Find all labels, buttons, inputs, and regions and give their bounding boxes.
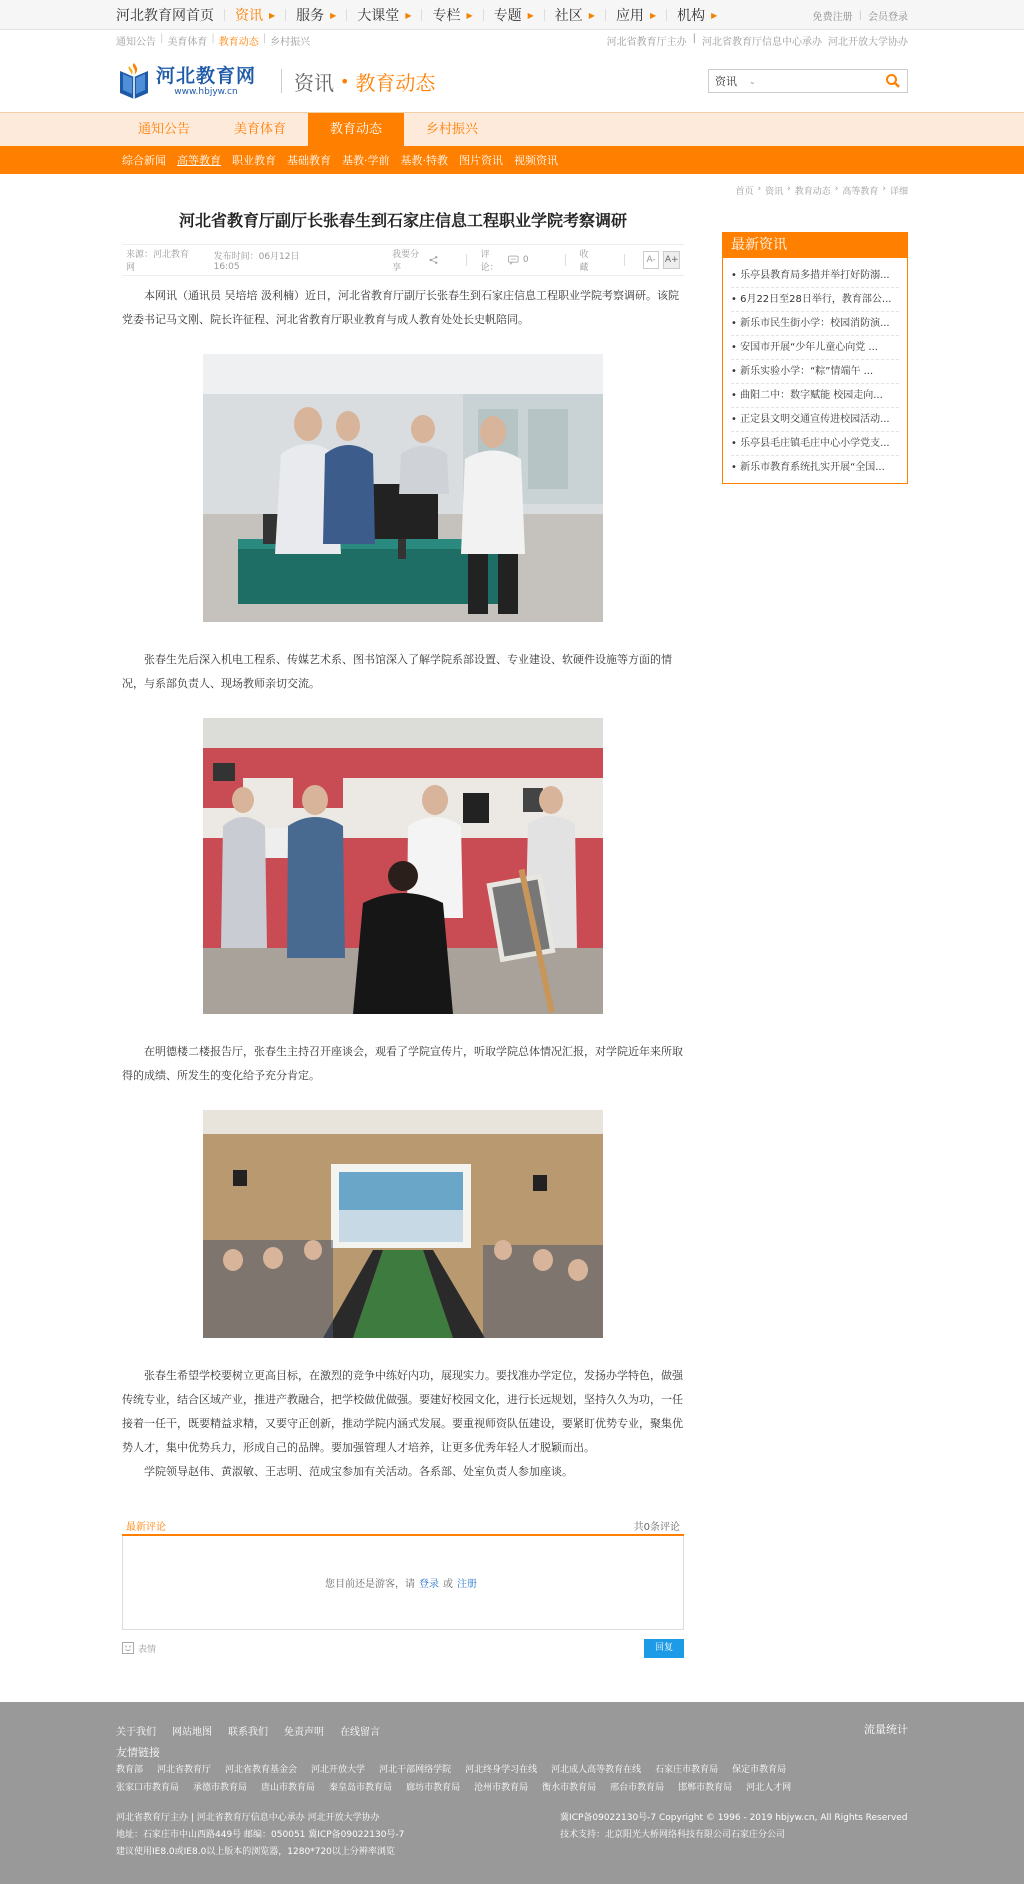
- breadcrumb-link[interactable]: 首页: [735, 187, 754, 197]
- footer-info-line: 建议使用IE8.0或IE8.0以上版本的浏览器，1280*720以上分辨率浏览: [116, 1847, 395, 1857]
- latest-news-title-text: 新乐市教育系统扎实开展“全国...: [740, 462, 885, 473]
- emoji-label: 表情: [138, 1644, 157, 1655]
- sub-nav-item[interactable]: 基础教育: [287, 154, 331, 167]
- article-paragraph: 张春生先后深入机电工程系、传媒艺术系、图书馆深入了解学院系部设置、专业建设、软硬件设施等方面的情况，与系部负责人、现场教师亲切交流。: [122, 653, 672, 690]
- footer-info-line: 冀ICP备09022130号-7 Copyright © 1996 - 2019 hbjyw.cn, All Rights Reserved: [560, 1813, 908, 1823]
- article-meta: [122, 244, 684, 276]
- sub-nav-item[interactable]: 图片资讯: [459, 154, 503, 167]
- latest-news-item[interactable]: • 正定县文明交通宣传进校园活动...: [731, 408, 899, 432]
- top-nav-item[interactable]: [116, 0, 224, 30]
- comment-label: 评论：: [480, 250, 499, 273]
- register-link[interactable]: 免费注册: [812, 11, 853, 23]
- friend-link[interactable]: 河北开放大学: [311, 1765, 366, 1775]
- search-box: [708, 69, 908, 93]
- divider: |: [858, 9, 862, 21]
- latest-news-item[interactable]: • 6月22日至28日举行，教育部公...: [731, 288, 899, 312]
- latest-news-item[interactable]: • 乐亭县毛庄镇毛庄中心小学党支...: [731, 432, 899, 456]
- comments-count: 共0条评论: [633, 1522, 680, 1533]
- channel-tab[interactable]: 通知公告: [137, 122, 190, 137]
- top-nav-item[interactable]: [606, 0, 666, 30]
- sub-nav-item[interactable]: 职业教育: [232, 154, 276, 167]
- breadcrumb-separator: ›: [882, 184, 886, 194]
- favorite-button[interactable]: 收藏: [579, 250, 589, 273]
- divider: |: [211, 32, 215, 44]
- friend-link[interactable]: 沧州市教育局: [474, 1783, 529, 1793]
- breadcrumb-link: 详细: [889, 187, 908, 197]
- sponsor-text: 河北省教育厅主办: [606, 36, 687, 48]
- friend-link[interactable]: 石家庄市教育局: [655, 1765, 719, 1775]
- latest-news-title-text: 乐亭县毛庄镇毛庄中心小学党支...: [740, 438, 890, 449]
- breadcrumb-separator: ›: [757, 184, 762, 194]
- friend-link[interactable]: 秦皇岛市教育局: [329, 1783, 393, 1793]
- footer-links: [116, 1720, 908, 1740]
- account-links: [813, 0, 908, 30]
- friend-link[interactable]: 唐山市教育局: [261, 1783, 316, 1793]
- friend-link[interactable]: 邯郸市教育局: [678, 1783, 733, 1793]
- share-label: 我要分享: [392, 250, 420, 273]
- friend-link[interactable]: 衡水市教育局: [542, 1783, 597, 1793]
- top-nav-label: 大课堂: [357, 8, 400, 24]
- article-source: 来源：河北教育网: [126, 250, 190, 273]
- friend-link[interactable]: 保定市教育局: [732, 1765, 787, 1775]
- divider: [624, 254, 625, 266]
- article-paragraph: 本网讯（通讯员 吴培培 汲利楠）近日，河北省教育厅副厅长张春生到石家庄信息工程职业学院考察调研。该院党委书记马文刚、院长许征程、河北省教育厅职业教育与成人教育处处长史帆陪同。: [122, 289, 679, 326]
- top-nav-item[interactable]: [545, 0, 605, 30]
- caret-right-icon: ▶: [527, 10, 534, 20]
- footer-info: [116, 1810, 908, 1861]
- footer-link[interactable]: 网站地图: [172, 1726, 212, 1738]
- or-text: 或: [443, 1579, 453, 1590]
- logo-text: 河北教育网: [156, 65, 257, 87]
- caret-right-icon: ▶: [711, 10, 718, 20]
- breadcrumb-separator: ›: [787, 184, 791, 194]
- search-scope-select[interactable]: [709, 70, 762, 92]
- login-link[interactable]: 登录: [419, 1579, 439, 1590]
- latest-news-item[interactable]: • 乐亭县教育局多措并举打好防溺...: [731, 264, 899, 288]
- latest-news-list: [723, 258, 907, 483]
- footer-info-line: 河北省教育厅主办 | 河北省教育厅信息中心承办 河北开放大学协办: [116, 1813, 380, 1823]
- friend-link[interactable]: 张家口市教育局: [116, 1783, 180, 1793]
- friend-links: [116, 1762, 856, 1796]
- sponsor-text: 河北省教育厅信息中心承办: [702, 36, 822, 48]
- article-photo: [203, 718, 603, 1014]
- latest-news-title-text: 正定县文明交通宣传进校园活动...: [740, 414, 890, 425]
- caret-right-icon: ▶: [330, 10, 337, 20]
- latest-news-title: 最新资讯: [723, 233, 907, 258]
- login-link[interactable]: 会员登录: [868, 11, 908, 23]
- top-nav: [116, 0, 908, 30]
- latest-news-title-text: 曲阳二中：数字赋能 校园走向...: [740, 390, 883, 401]
- logo-row: [116, 50, 908, 112]
- caret-right-icon: ▶: [649, 10, 657, 20]
- section-title: [294, 67, 435, 96]
- friend-link[interactable]: 河北干部网络学院: [379, 1765, 452, 1775]
- logo-url: www.hbjyw.cn: [174, 87, 238, 97]
- latest-news-item[interactable]: • 新乐市教育系统扎实开展“全国...: [731, 462, 885, 473]
- channel-crumb-link[interactable]: 教育动态: [218, 36, 259, 48]
- top-nav-item[interactable]: [225, 0, 285, 30]
- section-main: 资讯: [294, 70, 334, 95]
- channel-bar: [0, 112, 1024, 146]
- friend-link[interactable]: 教育部: [116, 1765, 144, 1775]
- share-icon: [429, 255, 438, 265]
- comment-input-area[interactable]: [122, 1536, 684, 1630]
- article-paragraph: 张春生希望学校要树立更高目标，在激烈的竞争中练好内功，展现实力。要找准办学定位，发扬办学特色，做强传统专业，结合区域产业，推进产教融合，把学校做优做强。要建好校园文化，进行长远规划，坚持久久为功，一任接着一任干，既要精益求精，又要守正创新，推动学院内涵式发展。要重视师资队伍建设，要紧盯优势专业，聚集优势人才，集中优势兵力，形成自己的品牌。要加强管理人才培养，让更多优秀年轻人才脱颖而出。: [122, 1369, 683, 1454]
- top-nav-label: 服务: [296, 8, 325, 24]
- caret-right-icon: ▶: [269, 10, 276, 20]
- latest-news-item[interactable]: • 新乐市民生街小学：校园消防演...: [731, 312, 899, 336]
- article-title: 河北省教育厅副厅长张春生到石家庄信息工程职业学院考察调研: [178, 211, 627, 230]
- latest-news-item[interactable]: • 新乐实验小学：“粽”情端午 ...: [731, 360, 899, 384]
- footer-info-left: [116, 1810, 560, 1861]
- channel-tab[interactable]: 美育体育: [233, 122, 286, 137]
- divider: [281, 69, 282, 93]
- footer-info-right: [560, 1810, 908, 1861]
- breadcrumb-link[interactable]: 教育动态: [794, 187, 831, 197]
- top-nav-item[interactable]: [422, 0, 482, 30]
- sponsor-text: 河北开放大学协办: [828, 36, 908, 48]
- sub-nav: [0, 146, 1024, 174]
- chevron-down-icon: ⌄: [749, 76, 756, 86]
- latest-news-title-text: 新乐实验小学：“粽”情端午 ...: [740, 366, 874, 377]
- friend-link[interactable]: 河北终身学习在线: [465, 1765, 538, 1775]
- reply-button[interactable]: 回复: [644, 1639, 684, 1658]
- breadcrumb-separator: ›: [834, 184, 839, 194]
- top-bar: [0, 0, 1024, 30]
- channel-crumbs: [116, 33, 314, 48]
- article-paragraph: 学院领导赵伟、黄淑敏、王志明、范成宝参加有关活动。各系部、处室负责人参加座谈。: [144, 1465, 573, 1478]
- comments-header: [122, 1518, 684, 1536]
- font-decrease-button[interactable]: A-: [643, 251, 660, 269]
- breadcrumb-link[interactable]: 高等教育: [842, 187, 879, 197]
- friend-links-title: 友情链接: [116, 1746, 160, 1759]
- sub-nav-item[interactable]: 高等教育: [177, 154, 221, 167]
- article-photo: [203, 354, 603, 622]
- article-paragraph: 在明德楼二楼报告厅，张春生主持召开座谈会，观看了学院宣传片，听取学院总体情况汇报，对学院近年来所取得的成绩、所发生的变化给予充分肯定。: [122, 1045, 683, 1082]
- top-nav-label: 专题: [493, 8, 522, 24]
- breadcrumb: [735, 184, 908, 197]
- search-button[interactable]: [879, 70, 907, 92]
- top-nav-item[interactable]: [484, 0, 544, 30]
- search-input[interactable]: [762, 71, 879, 91]
- latest-news-item[interactable]: • 安国市开展“少年儿童心向党 ...: [731, 336, 899, 360]
- share-button[interactable]: [392, 247, 438, 273]
- divider: |: [692, 32, 696, 44]
- comment-toolbar: [122, 1630, 684, 1660]
- sub-nav-item[interactable]: 基教·特教: [400, 154, 448, 167]
- divider: |: [160, 32, 164, 44]
- comment-count-link[interactable]: [481, 247, 529, 273]
- divider: [466, 254, 467, 266]
- comment-count: 0: [522, 255, 529, 265]
- caret-right-icon: ▶: [405, 10, 412, 20]
- breadcrumb-link[interactable]: 资讯: [765, 187, 784, 197]
- footer-link[interactable]: 关于我们: [116, 1726, 156, 1738]
- friend-link[interactable]: 承德市教育局: [193, 1783, 248, 1793]
- section-dot: •: [340, 71, 350, 91]
- friend-link[interactable]: 河北成人高等教育在线: [551, 1765, 642, 1775]
- channel-tab[interactable]: 教育动态: [308, 113, 404, 146]
- friend-link[interactable]: 邢台市教育局: [610, 1783, 665, 1793]
- footer: [0, 1702, 1024, 1884]
- latest-news-item[interactable]: • 曲阳二中：数字赋能 校园走向...: [731, 384, 899, 408]
- article: [122, 174, 684, 1484]
- search-icon: [885, 73, 901, 89]
- divider: |: [262, 32, 267, 44]
- top-nav-label: 资讯: [235, 8, 263, 24]
- section-sub: 教育动态: [355, 70, 436, 95]
- font-increase-button[interactable]: A+: [663, 251, 680, 269]
- emoji-icon: [122, 1642, 134, 1654]
- footer-info-line: 技术支持：北京阳光大桥网络科技有限公司石家庄分公司: [560, 1830, 786, 1840]
- top-nav-label: 应用: [615, 8, 644, 24]
- latest-news-title-text: 新乐市民生街小学：校园消防演...: [740, 318, 890, 329]
- logo-book-icon: [116, 61, 152, 101]
- sub-row: [116, 30, 908, 50]
- top-nav-item[interactable]: [347, 0, 421, 30]
- article-photo: [203, 1110, 603, 1338]
- divider: [565, 254, 566, 266]
- site-logo[interactable]: [116, 59, 261, 103]
- article-time: 发布时间：06月12日 16:05: [213, 251, 300, 272]
- top-nav-item[interactable]: [667, 0, 727, 30]
- search-scope-value: 资讯: [715, 75, 737, 88]
- friend-link[interactable]: 廊坊市教育局: [406, 1783, 461, 1793]
- comments-section: [122, 1518, 684, 1660]
- sub-nav-item[interactable]: 基教·学前: [342, 154, 390, 167]
- friend-link[interactable]: 河北省教育基金会: [225, 1765, 298, 1775]
- latest-news-panel: [722, 232, 908, 484]
- footer-link[interactable]: 在线留言: [340, 1726, 380, 1738]
- emoji-button[interactable]: [122, 1642, 156, 1655]
- channel-crumb-link[interactable]: 乡村振兴: [270, 36, 311, 48]
- latest-news-title-text: 6月22日至28日举行，教育部公...: [740, 294, 892, 305]
- channel-tabs: [116, 113, 908, 146]
- footer-link[interactable]: 联系我们: [228, 1726, 268, 1738]
- register-link[interactable]: 注册: [457, 1579, 477, 1590]
- latest-news-title-text: 乐亭县教育局多措并举打好防溺...: [740, 270, 890, 281]
- traffic-stats-link[interactable]: 流量统计: [864, 1723, 908, 1736]
- sub-nav-item[interactable]: 综合新闻: [122, 154, 166, 167]
- comments-title: 最新评论: [126, 1522, 166, 1533]
- footer-info-line: 地址：石家庄市中山西路449号 邮编：050051 冀ICP备09022130号-7: [116, 1830, 405, 1840]
- caret-right-icon: ▶: [588, 10, 595, 20]
- friend-link[interactable]: 河北省教育厅: [157, 1765, 212, 1775]
- footer-link[interactable]: 免责声明: [284, 1726, 324, 1738]
- guest-notice: 您目前还是游客，请: [325, 1579, 415, 1590]
- caret-right-icon: ▶: [466, 10, 473, 20]
- top-nav-label: 专栏: [432, 8, 461, 24]
- top-nav-label: 河北教育网首页: [116, 8, 214, 24]
- sub-nav-item[interactable]: 视频资讯: [514, 154, 558, 167]
- channel-tab[interactable]: 乡村振兴: [425, 122, 478, 137]
- channel-crumb-link[interactable]: 通知公告: [116, 36, 156, 48]
- top-nav-item[interactable]: [286, 0, 346, 30]
- channel-crumb-link[interactable]: 美育体育: [167, 36, 208, 48]
- latest-news-title-text: 安国市开展“少年儿童心向党 ...: [740, 342, 878, 353]
- top-nav-label: 社区: [554, 8, 583, 24]
- top-nav-label: 机构: [677, 8, 706, 24]
- friend-link[interactable]: 河北人才网: [746, 1783, 792, 1793]
- comment-icon: [508, 255, 519, 265]
- sponsors: [607, 33, 908, 48]
